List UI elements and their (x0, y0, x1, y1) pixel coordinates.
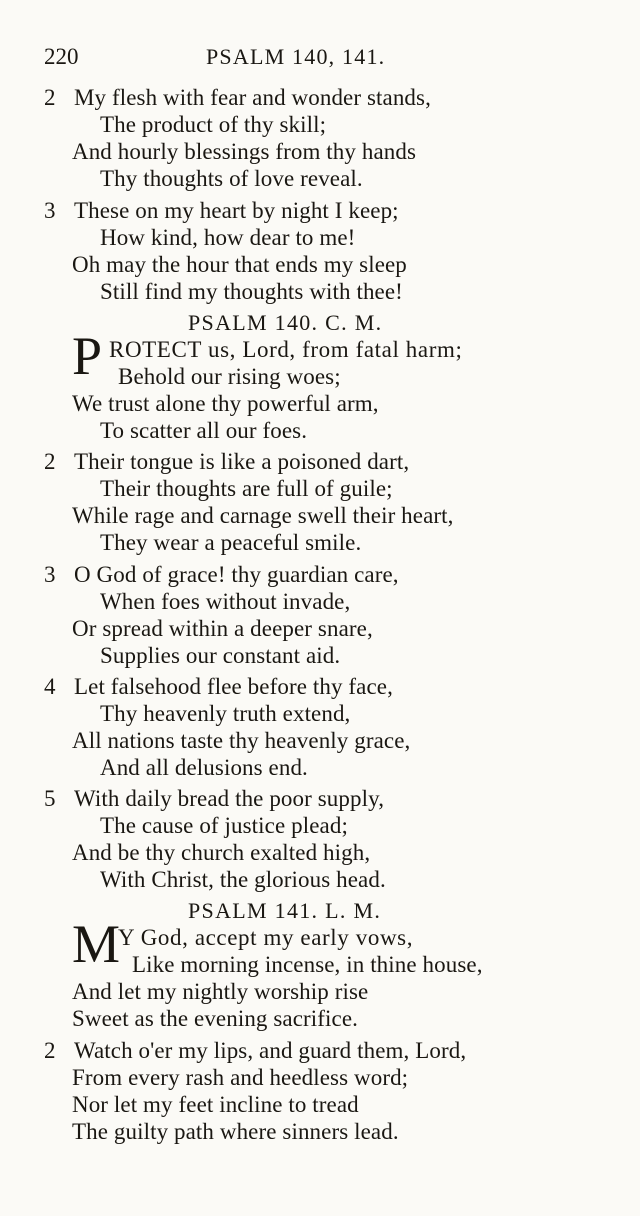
verse-line: Thy thoughts of love reveal. (100, 166, 363, 191)
verse-line: Watch o'er my lips, and guard them, Lord, (74, 1038, 467, 1063)
stanza-number: 4 (44, 674, 56, 699)
verse-line: Y God, accept my early vows, (118, 925, 414, 950)
verse-line: They wear a peaceful smile. (100, 530, 362, 555)
page-number: 220 (44, 44, 79, 69)
verse-line: From every rash and heedless word; (72, 1065, 409, 1090)
verse-line: Still find my thoughts with thee! (100, 279, 403, 304)
verse-line: My flesh with fear and wonder stands, (74, 85, 431, 110)
verse-line: Nor let my feet incline to tread (72, 1092, 359, 1117)
verse-line: Or spread within a deeper snare, (72, 616, 373, 641)
verse-line: The product of thy skill; (100, 112, 327, 137)
verse-line: Like morning incense, in thine house, (132, 952, 483, 977)
stanza-number: 2 (44, 1038, 56, 1063)
stanza-number: 2 (44, 449, 56, 474)
verse-line: Let falsehood flee before thy face, (74, 674, 393, 699)
stanza-number: 2 (44, 85, 56, 110)
verse-line: O God of grace! thy guardian care, (74, 562, 399, 587)
verse-line: Supplies our constant aid. (100, 643, 341, 668)
verse-line: These on my heart by night I keep; (74, 198, 399, 223)
verse-line: The cause of justice plead; (100, 813, 348, 838)
verse-line: Behold our rising woes; (118, 364, 341, 389)
verse-line: With Christ, the glorious head. (100, 867, 386, 892)
verse-line: ROTECT us, Lord, from fatal harm; (109, 337, 463, 362)
verse-line: When foes without invade, (100, 589, 351, 614)
verse-line: We trust alone thy powerful arm, (72, 391, 379, 416)
verse-line: With daily bread the poor supply, (74, 786, 385, 811)
verse-line: And all delusions end. (100, 755, 308, 780)
verse-line: And be thy church exalted high, (72, 840, 371, 865)
drop-cap: P (72, 326, 103, 386)
stanza-number: 5 (44, 786, 56, 811)
verse-line: Sweet as the evening sacrifice. (72, 1006, 359, 1031)
verse-line: Their tongue is like a poisoned dart, (74, 449, 410, 474)
verse-line: And hourly blessings from thy hands (72, 139, 417, 164)
running-title: PSALM 140, 141. (206, 44, 386, 69)
stanza-number: 3 (44, 198, 56, 223)
psalm-heading: PSALM 141. L. M. (188, 898, 382, 923)
verse-line: The guilty path where sinners lead. (72, 1119, 399, 1144)
verse-line: And let my nightly worship rise (72, 979, 369, 1004)
verse-line: While rage and carnage swell their heart, (72, 503, 454, 528)
drop-cap: M (72, 914, 121, 974)
verse-line: How kind, how dear to me! (100, 225, 356, 250)
verse-line: Oh may the hour that ends my sleep (72, 252, 407, 277)
stanza-number: 3 (44, 562, 56, 587)
verse-line: Thy heavenly truth extend, (100, 701, 351, 726)
psalm-heading: PSALM 140. C. M. (188, 310, 383, 335)
verse-line: Their thoughts are full of guile; (100, 476, 393, 501)
verse-line: To scatter all our foes. (100, 418, 308, 443)
verse-line: All nations taste thy heavenly grace, (72, 728, 411, 753)
